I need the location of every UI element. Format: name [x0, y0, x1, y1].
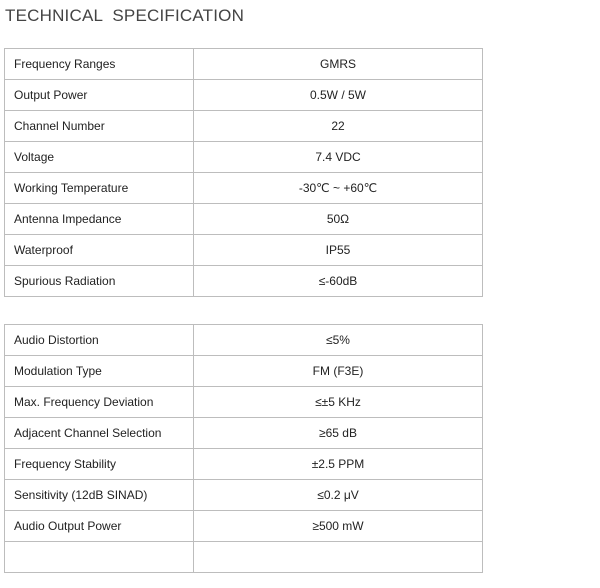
- spec-label: Adjacent Channel Selection: [5, 418, 194, 449]
- spec-value: 50Ω: [194, 204, 483, 235]
- table-row: [5, 511, 483, 542]
- table-row: [5, 449, 483, 480]
- page-title: TECHNICAL SPECIFICATION: [5, 6, 245, 25]
- table-row-empty: [5, 542, 483, 573]
- spec-value: 7.4 VDC: [194, 142, 483, 173]
- table-row: [5, 235, 483, 266]
- table-row: [5, 142, 483, 173]
- spec-value: IP55: [194, 235, 483, 266]
- spec-value: FM (F3E): [194, 356, 483, 387]
- spec-value: [194, 542, 483, 573]
- spec-label: Channel Number: [5, 111, 194, 142]
- table-row: [5, 111, 483, 142]
- spec-label: [5, 542, 194, 573]
- spec-value: ≤±5 KHz: [194, 387, 483, 418]
- table-row: [5, 356, 483, 387]
- spec-table-audio: [4, 324, 483, 573]
- spec-value: 22: [194, 111, 483, 142]
- spec-value: ≤5%: [194, 325, 483, 356]
- spec-value: ±2.5 PPM: [194, 449, 483, 480]
- spec-value: ≤0.2 μV: [194, 480, 483, 511]
- spec-label: Voltage: [5, 142, 194, 173]
- table-row: [5, 49, 483, 80]
- table-row: [5, 387, 483, 418]
- spec-value: GMRS: [194, 49, 483, 80]
- table-row: [5, 204, 483, 235]
- table-row: [5, 418, 483, 449]
- spec-label: Frequency Stability: [5, 449, 194, 480]
- table-row: [5, 173, 483, 204]
- table-row: [5, 325, 483, 356]
- spec-label: Audio Output Power: [5, 511, 194, 542]
- spec-label: Spurious Radiation: [5, 266, 194, 297]
- table-row: [5, 480, 483, 511]
- spec-label: Waterproof: [5, 235, 194, 266]
- spec-value: -30℃ ~ +60℃: [194, 173, 483, 204]
- spec-label: Audio Distortion: [5, 325, 194, 356]
- spec-label: Modulation Type: [5, 356, 194, 387]
- spec-value: ≥65 dB: [194, 418, 483, 449]
- spec-label: Antenna Impedance: [5, 204, 194, 235]
- table-row: [5, 80, 483, 111]
- spec-label: Sensitivity (12dB SINAD): [5, 480, 194, 511]
- spec-label: Working Temperature: [5, 173, 194, 204]
- spec-label: Output Power: [5, 80, 194, 111]
- spec-value: 0.5W / 5W: [194, 80, 483, 111]
- table-row: [5, 266, 483, 297]
- spec-value: ≥500 mW: [194, 511, 483, 542]
- spec-table-general: [4, 48, 483, 297]
- spec-label: Max. Frequency Deviation: [5, 387, 194, 418]
- spec-value: ≤-60dB: [194, 266, 483, 297]
- spec-label: Frequency Ranges: [5, 49, 194, 80]
